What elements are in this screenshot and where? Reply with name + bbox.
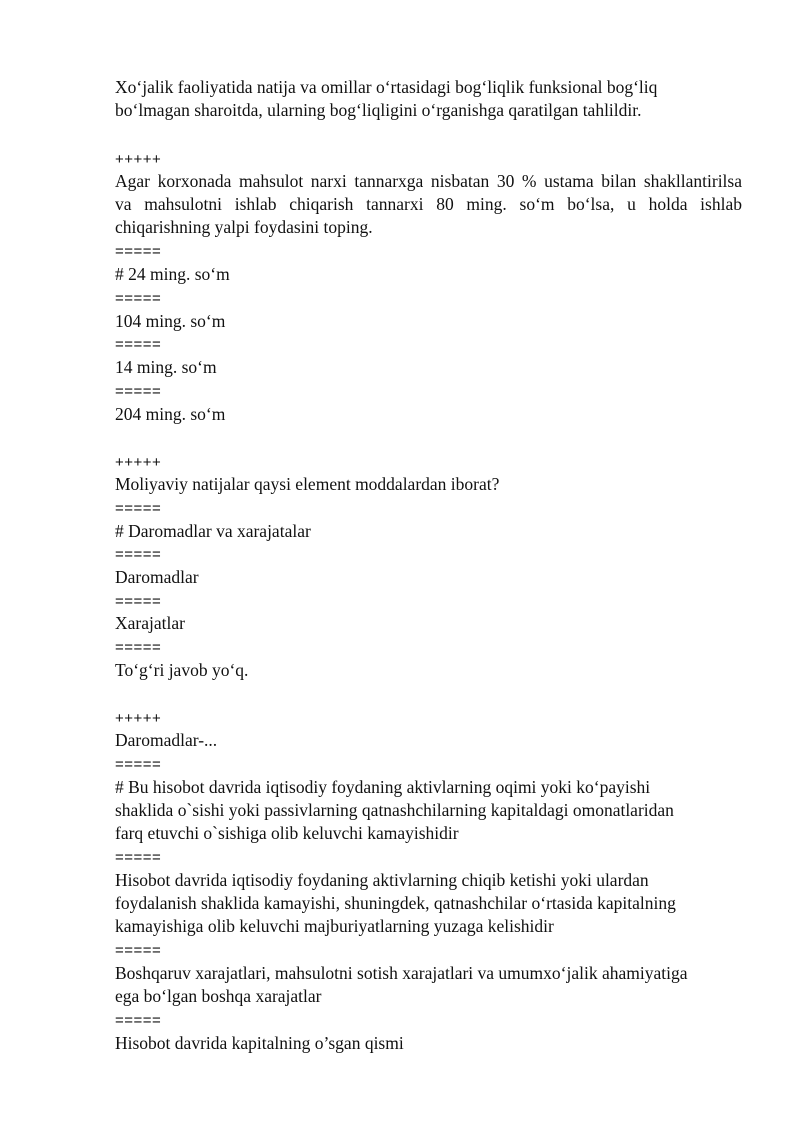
- answer-option-line-3: kamayishiga olib keluvchi majburiyatlarning yuzaga kelishidir: [115, 916, 554, 936]
- answer-option: Xarajatlar: [115, 613, 185, 633]
- answer-option-line-2: ega bo‘lgan boshqa xarajatlar: [115, 986, 322, 1006]
- answer-option: To‘g‘ri javob yo‘q.: [115, 660, 249, 680]
- option-separator: =====: [115, 290, 162, 307]
- intro-text-line-1: Xo‘jalik faoliyatida natija va omillar o‘rtasidagi bog‘liqlik funksional bog‘liq: [115, 77, 658, 97]
- answer-option-correct: # Daromadlar va xarajatalar: [115, 521, 311, 541]
- answer-option: Daromadlar: [115, 567, 199, 587]
- answer-option-correct-line-3: farq etuvchi o`sishiga olib keluvchi kamayishidir: [115, 823, 459, 843]
- option-separator: =====: [115, 849, 162, 866]
- option-separator: =====: [115, 1012, 162, 1029]
- answer-option-line-2: foydalanish shaklida kamayishi, shuningdek, qatnashchilar o‘rtasida kapitalning: [115, 893, 676, 913]
- answer-option: 14 ming. so‘m: [115, 357, 217, 377]
- answer-option: Hisobot davrida kapitalning o’sgan qismi: [115, 1033, 404, 1053]
- question-text: Moliyaviy natijalar qaysi element moddalardan iborat?: [115, 474, 500, 494]
- option-separator: =====: [115, 336, 162, 353]
- answer-option-line-1: Hisobot davrida iqtisodiy foydaning aktivlarning chiqib ketishi yoki ulardan: [115, 870, 649, 890]
- question-text-line-2: va mahsulotni ishlab chiqarish tannarxi 80 ming. so‘m bo‘lsa, u holda ishlab: [115, 194, 742, 214]
- option-separator: =====: [115, 546, 162, 563]
- option-separator: =====: [115, 243, 162, 260]
- question-text-line-3: chiqarishning yalpi foydasini toping.: [115, 217, 373, 237]
- answer-option: 204 ming. so‘m: [115, 404, 226, 424]
- option-separator: =====: [115, 639, 162, 656]
- question-marker: +++++: [115, 151, 162, 168]
- answer-option-line-1: Boshqaruv xarajatlari, mahsulotni sotish xarajatlari va umumxo‘jalik ahamiyatiga: [115, 963, 688, 983]
- answer-option-correct-line-2: shaklida o`sishi yoki passivlarning qatnashchilarning kapitaldagi omonatlaridan: [115, 800, 674, 820]
- question-text: Daromadlar-...: [115, 730, 218, 750]
- option-separator: =====: [115, 756, 162, 773]
- question-marker: +++++: [115, 710, 162, 727]
- option-separator: =====: [115, 593, 162, 610]
- option-separator: =====: [115, 942, 162, 959]
- option-separator: =====: [115, 500, 162, 517]
- intro-text-line-2: bo‘lmagan sharoitda, ularning bog‘liqligini o‘rganishga qaratilgan tahlildir.: [115, 100, 642, 120]
- answer-option-correct: # 24 ming. so‘m: [115, 264, 230, 284]
- question-marker: +++++: [115, 454, 162, 471]
- question-text-line-1: Agar korxonada mahsulot narxi tannarxga nisbatan 30 % ustama bilan shakllantirilsa: [115, 171, 742, 191]
- answer-option: 104 ming. so‘m: [115, 311, 226, 331]
- option-separator: =====: [115, 383, 162, 400]
- answer-option-correct-line-1: # Bu hisobot davrida iqtisodiy foydaning aktivlarning oqimi yoki ko‘payishi: [115, 777, 651, 797]
